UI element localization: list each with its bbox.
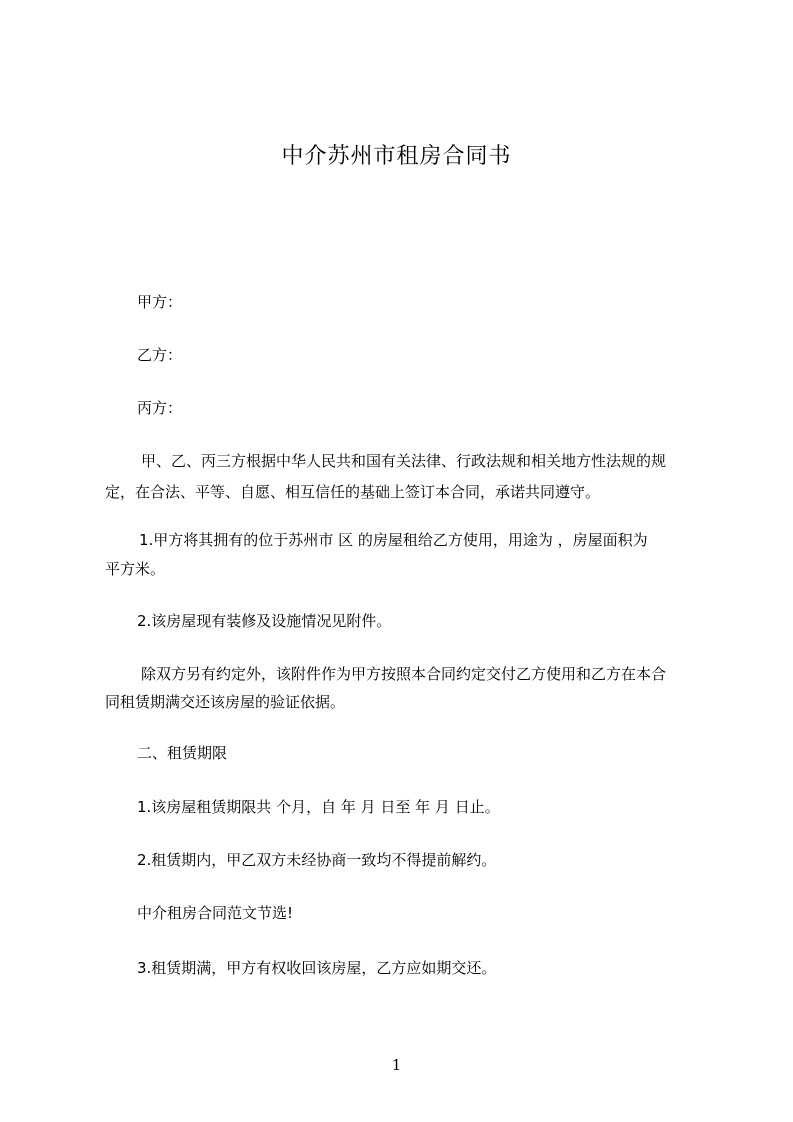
party-b-line: 乙方：	[137, 346, 183, 364]
attachment-paragraph-line-1: 除双方另有约定外，该附件作为甲方按照本合同约定交付乙方使用和乙方在本合	[141, 665, 667, 683]
party-c-line: 丙方：	[137, 399, 183, 417]
section-heading-lease-term: 二、租赁期限	[137, 744, 228, 762]
lease-term-clause-1: 1.该房屋租赁期限共 个月，自 年 月 日至 年 月 日止。	[137, 798, 500, 816]
clause-1-line-2: 平方米。	[105, 560, 166, 578]
document-title: 中介苏州市租房合同书	[281, 144, 512, 169]
lease-term-clause-3: 3.租赁期满，甲方有权收回该房屋，乙方应如期交还。	[137, 959, 497, 977]
clause-1-line-1: 1.甲方将其拥有的位于苏州市 区 的房屋租给乙方使用，用途为 ，房屋面积为	[139, 531, 648, 549]
lease-term-clause-2: 2.租赁期内，甲乙双方未经协商一致均不得提前解约。	[137, 851, 497, 869]
party-a-line: 甲方：	[137, 293, 183, 311]
intro-paragraph-line-1: 甲、乙、丙三方根据中华人民共和国有关法律、行政法规和相关地方性法规的规	[141, 452, 667, 470]
sample-note-line: 中介租房合同范文节选!	[137, 904, 294, 922]
attachment-paragraph-line-2: 同租赁期满交还该房屋的验证依据。	[105, 693, 346, 711]
clause-2-line: 2.该房屋现有装修及设施情况见附件。	[137, 612, 392, 630]
intro-paragraph-line-2: 定，在合法、平等、自愿、相互信任的基础上签订本合同，承诺共同遵守。	[105, 483, 601, 501]
page-number: 1	[391, 1056, 402, 1074]
